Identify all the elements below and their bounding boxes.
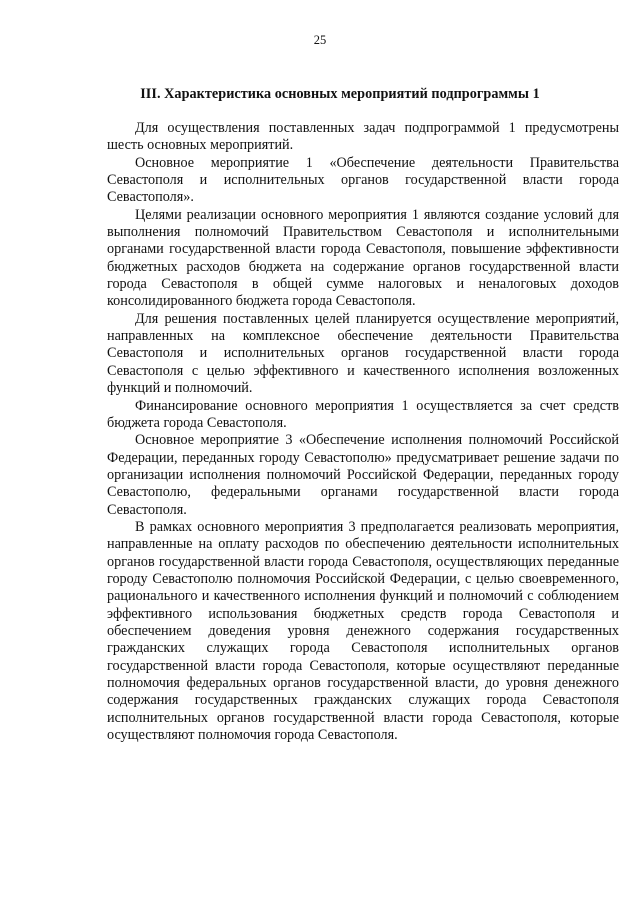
paragraph-measure-1-activities: Для решения поставленных целей планируется осуществление мероприятий, направленных на комплексное обеспечение деятельности Правительства Севастополя и исполнительных органов государственной власти города Севастополя с целью эффективного и качественного исполнения возложенных функций и полномочий. bbox=[107, 310, 619, 397]
paragraph-measure-1-goals: Целями реализации основного мероприятия 1 являются создание условий для выполнения полномочий Правительством Севастополя и исполнительными органами государственной власти города Севастополя, повышение эффективности бюджетных расходов бюджета на содержание органов государственной власти города Севастополя в общей сумме налоговых и неналоговых доходов консолидированного бюджета города Севастополя. bbox=[107, 206, 619, 310]
section-body bbox=[107, 120, 619, 744]
paragraph-measure-1-financing: Финансирование основного мероприятия 1 осуществляется за счет средств бюджета города Севастополя. bbox=[107, 397, 619, 431]
paragraph-measure-1-title: Основное мероприятие 1 «Обеспечение деятельности Правительства Севастополя и исполнительных органов государственной власти города Севастополя». bbox=[107, 154, 619, 206]
paragraph-measure-3-details: В рамках основного мероприятия 3 предполагается реализовать мероприятия, направленные на оплату расходов по обеспечению деятельности исполнительных органов государственной власти города Севастополя, осуществляющих переданные городу Севастополю полномочия Российской Федерации, с целью своевременного, рационального и качественного исполнения функций и полномочий с соблюдением эффективного использования бюджетных средств города Севастополя и обеспечением доведения уровня денежного содержания государственных гражданских служащих города Севастополя исполнительных органов государственной власти города Севастополя, которые осуществляют переданные полномочия федеральных органов государственной власти, до уровня денежного содержания государственных гражданских служащих города Севастополя исполнительных органов государственной власти города Севастополя, которые осуществляют полномочия города Севастополя. bbox=[107, 518, 619, 744]
paragraph-intro: Для осуществления поставленных задач подпрограммой 1 предусмотрены шесть основных мероприятий. bbox=[107, 120, 619, 154]
section-heading: III. Характеристика основных мероприятий подпрограммы 1 bbox=[140, 86, 540, 102]
page-number: 25 bbox=[313, 33, 327, 47]
paragraph-measure-3-title: Основное мероприятие 3 «Обеспечение исполнения полномочий Российской Федерации, переданных городу Севастополю» предусматривает решение задачи по организации исполнения полномочий Российской Федерации, переданных городу Севастополю, федеральными органами государственной власти города Севастополя. bbox=[107, 432, 619, 518]
